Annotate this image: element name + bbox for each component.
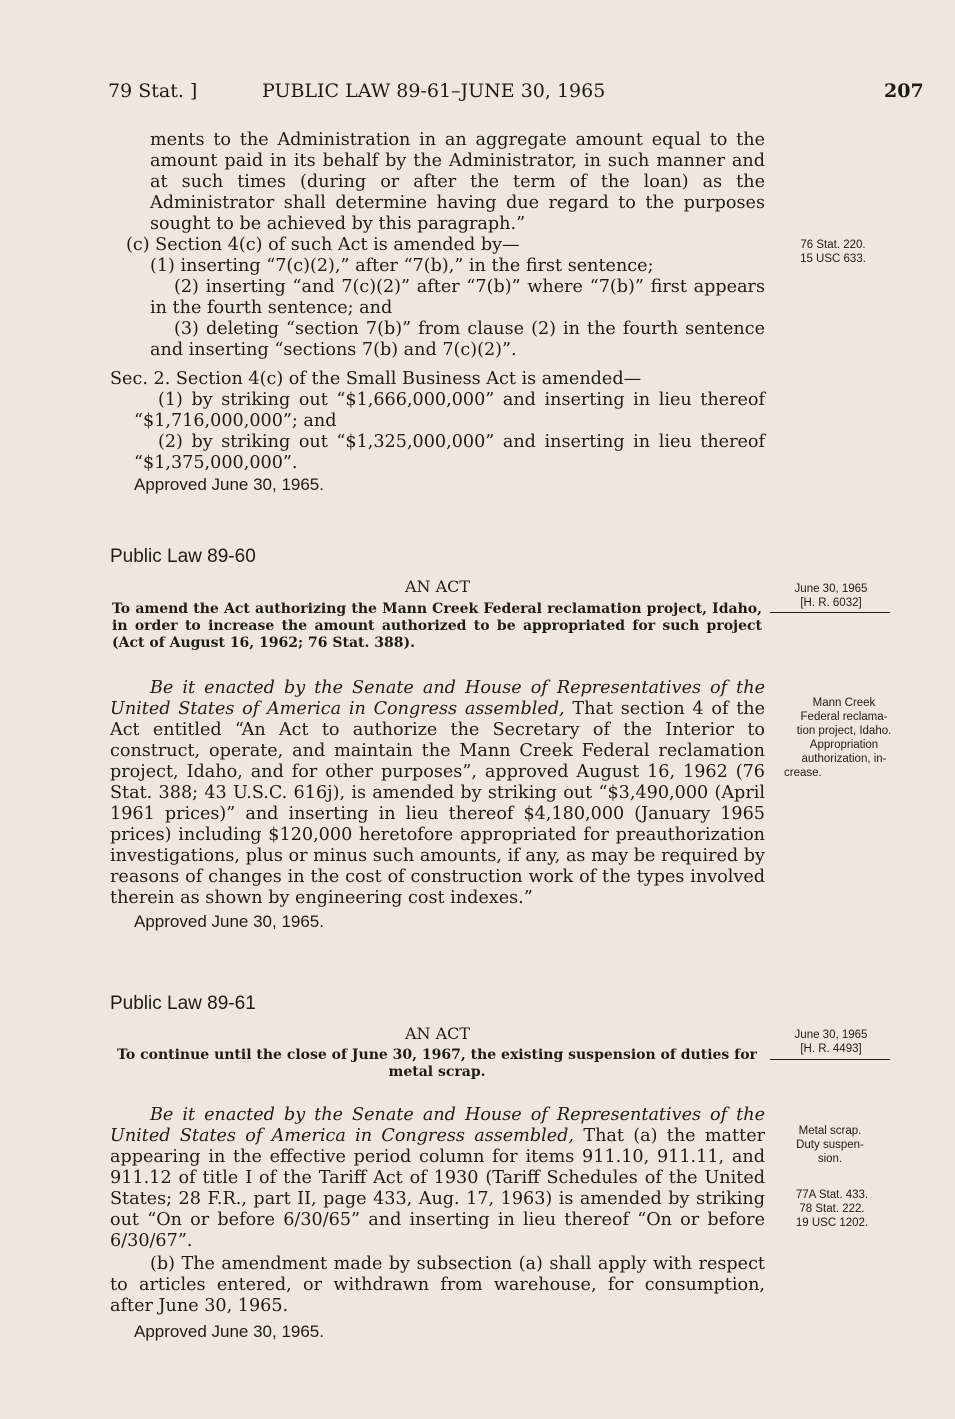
body-89-60: That section 4 of the Act entitled “An Act to authorize the Secretary of the Interior to construct, operate, and maintain the Mann Creek Federal reclamation project, Idaho, and for other purposes”, approved August 16, 1962 (76 Stat. 388; 43 U.S.C. 616j), is amended by striking out “$3,490,000 (April 1961 prices)” and inserting in lieu thereof $4,180,000 (January 1965 prices) including $120,000 heretofore appropriated for preauthorization investigations, plus or minus such amounts, if any, as may be required by reasons of changes in the cost of construction work of the types involved therein as shown by engineering cost indexes.” — [110, 699, 766, 908]
section-2-item-2: (2) by striking out “$1,325,000,000” and inserting in lieu thereof “$1,375,000,000”. — [134, 432, 765, 473]
purpose-89-61: To continue until the close of June 30, 1967, the existing suspension of duties for metal scrap. — [117, 1047, 757, 1080]
margin-topic-89-60: Mann Creek Federal reclama- tion project, Idaho. Appropriation authorization, in- crease. — [784, 697, 892, 779]
margin-rule-1 — [770, 612, 890, 613]
margin-topic-89-61: Metal scrap. Duty suspen- sion. — [796, 1125, 864, 1165]
subsection-c-lead: (c) Section 4(c) of such Act is amended by— — [126, 235, 520, 255]
page-number: 207 — [884, 80, 924, 102]
purpose-89-60: To amend the Act authorizing the Mann Creek Federal reclamation project, Idaho, in order to increase the amount authorized to be appropriated for such project (Act of August 16, 1962; 76 Stat. 388). — [112, 601, 762, 651]
public-law-89-61-title: Public Law 89-61 — [110, 993, 256, 1014]
margin-date-89-61: June 30, 1965 [H. R. 4493] — [794, 1029, 868, 1055]
body-89-61-a: That (a) the matter appearing in the effective period column for items 911.10, 911.11, and 911.12 of title I of the Tariff Act of 1930 (Tariff Schedules of the United States; 28 F.R., part II, page 433, Aug. 17, 1963) is amended by striking out “On or before 6/30/65” and inserting in lieu thereof “On or before 6/30/67”. — [110, 1126, 766, 1251]
continuation-paragraph: ments to the Administration in an aggregate amount equal to the amount paid in its behalf by the Administrator, in such manner and at such times (during or after the term of the loan) as the Administrator shall determine having due regard to the purposes sought to be achieved by this paragraph.” — [150, 130, 765, 234]
header-volume: 79 Stat. ] — [108, 80, 198, 102]
approved-date-2: Approved June 30, 1965. — [134, 912, 324, 931]
subsection-c-item-2: (2) inserting “and 7(c)(2)” after “7(b)” where “7(b)” first appears in the fourth sentence; and — [150, 277, 765, 318]
subsection-c-item-1: (1) inserting “7(c)(2),” after “7(b),” in the first sentence; — [150, 256, 654, 276]
margin-rule-2 — [770, 1059, 890, 1060]
margin-citation-2: 77A Stat. 433. 78 Stat. 222. 19 USC 1202. — [795, 1189, 869, 1229]
approved-date-1: Approved June 30, 1965. — [134, 475, 324, 494]
enacting-clause-89-61: Be it enacted by the Senate and House of Representatives of the United States of America in Congress assembled, — [110, 1105, 765, 1146]
section-2-lead: Sec. 2. Section 4(c) of the Small Business Act is amended— — [110, 369, 642, 389]
public-law-89-60-title: Public Law 89-60 — [110, 546, 256, 567]
margin-citation-1: 76 Stat. 220. 15 USC 633. — [800, 239, 866, 265]
section-2-item-1: (1) by striking out “$1,666,000,000” and inserting in lieu thereof “$1,716,000,000”; and — [134, 390, 765, 431]
law-89-61-body — [110, 1105, 765, 1342]
act-heading-89-60: AN ACT — [404, 577, 471, 596]
body-89-61-b: (b) The amendment made by subsection (a) shall apply with respect to articles entered, or withdrawn from warehouse, for consumption, after June 30, 1965. — [110, 1254, 765, 1316]
margin-date-89-60: June 30, 1965 [H. R. 6032] — [794, 583, 868, 609]
subsection-c-item-3: (3) deleting “section 7(b)” from clause (2) in the fourth sentence and inserting “sections 7(b) and 7(c)(2)”. — [150, 319, 765, 360]
law-89-60-body — [110, 678, 765, 932]
act-heading-89-61: AN ACT — [404, 1024, 471, 1043]
approved-date-3: Approved June 30, 1965. — [134, 1322, 324, 1341]
enacting-clause-89-60: Be it enacted by the Senate and House of Representatives of the United States of America in Congress assembled, — [110, 678, 765, 719]
intro-section — [110, 130, 765, 495]
header-title: PUBLIC LAW 89-61–JUNE 30, 1965 — [262, 80, 606, 102]
